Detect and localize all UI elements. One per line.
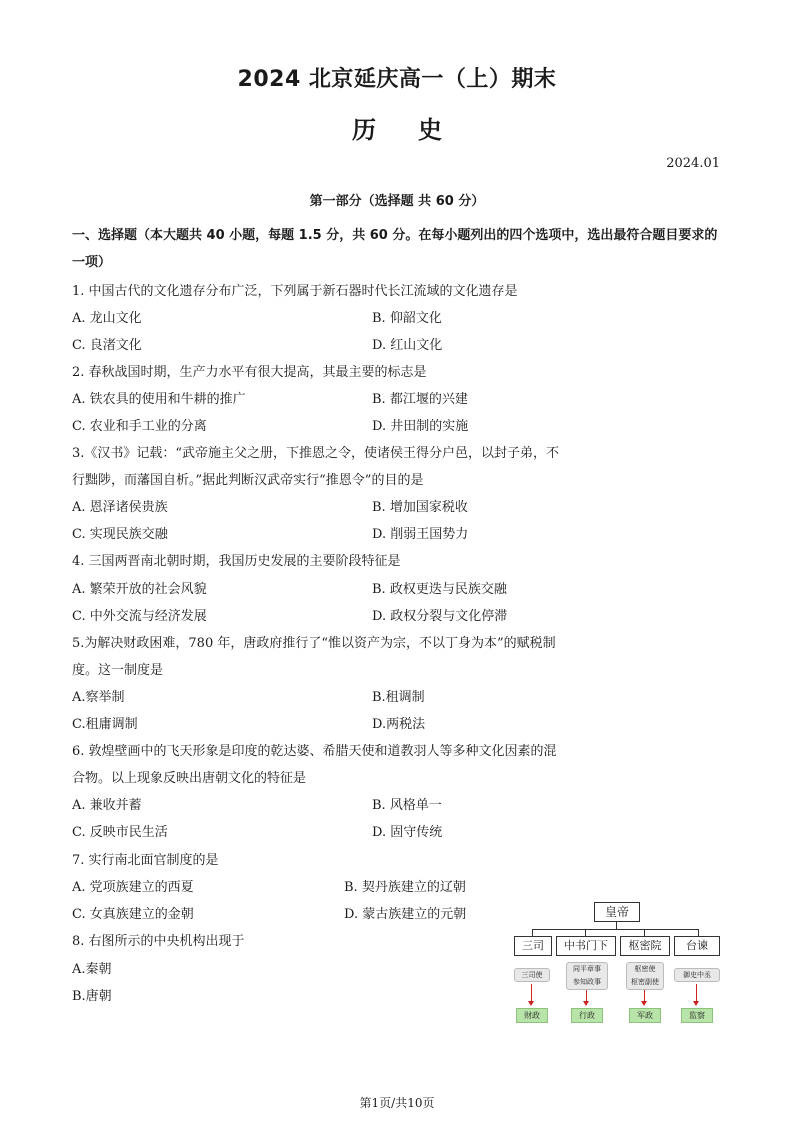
diagram-branch-taijian: 台谏: [674, 936, 720, 956]
diagram-branch-shumiyuan: 枢密院: [620, 936, 670, 956]
q2-option-b: B. 都江堰的兴建: [372, 392, 468, 407]
question-2-stem: 2. 春秋战国时期，生产力水平有很大提高，其最主要的标志是: [72, 365, 427, 380]
diagram-connector: [616, 922, 617, 929]
page-footer: 第1页/共10页: [359, 1096, 435, 1110]
diagram-arrow: [696, 984, 697, 1002]
central-government-diagram: [510, 902, 724, 1026]
q3-option-d: D. 削弱王国势力: [372, 527, 469, 542]
diagram-arrow: [531, 984, 532, 1002]
q1-option-d: D. 红山文化: [372, 338, 443, 353]
question-5-stem-line-2: 度。这一制度是: [72, 663, 164, 678]
q8-option-b: B.唐朝: [72, 989, 112, 1004]
question-5-stem-line-1: 5.为解决财政困难，780 年，唐政府推行了“惟以资产为宗，不以丁身为本”的赋税制: [72, 636, 556, 651]
q4-option-b: B. 政权更迭与民族交融: [372, 582, 507, 597]
question-3-stem-line-2: 行黜陟，而藩国自析。”据此判断汉武帝实行“推恩令”的目的是: [72, 473, 424, 488]
q6-option-a: A. 兼收并蓄: [72, 798, 142, 813]
question-3-stem-line-1: 3.《汉书》记载：“武帝施主父之册，下推恩之令，使诸侯王得分户邑，以封子弟，不: [72, 446, 560, 461]
diagram-officials-zhongshu: [566, 962, 608, 990]
question-4-stem: 4. 三国两晋南北朝时期，我国历史发展的主要阶段特征是: [72, 554, 401, 569]
q1-option-c: C. 良渚文化: [72, 338, 142, 353]
diagram-official-sansishi: 三司使: [514, 968, 550, 982]
q6-option-d: D. 固守传统: [372, 825, 443, 840]
q7-option-d: D. 蒙古族建立的元朝: [344, 907, 467, 922]
question-6-stem-line-1: 6. 敦煌壁画中的飞天形象是印度的乾达婆、希腊天使和道教羽人等多种文化因素的混: [72, 744, 557, 759]
q3-option-a: A. 恩泽诸侯贵族: [72, 500, 168, 515]
diagram-official-canzhizhengshi: 参知政事: [573, 978, 601, 986]
diagram-official-shumifushi: 枢密副使: [631, 978, 659, 986]
subject-char-1: 历: [352, 116, 376, 144]
question-6-stem-line-2: 合物。以上现象反映出唐朝文化的特征是: [72, 771, 307, 786]
part-heading: 第一部分（选择题 共 60 分）: [309, 194, 485, 209]
q8-option-a: A.秦朝: [72, 962, 112, 977]
exam-title: 2024 北京延庆高一（上）期末: [237, 67, 557, 92]
diagram-official-tongpingzhangshi: 同平章事: [573, 965, 601, 973]
diagram-branch-zhongshu: 中书门下: [556, 936, 616, 956]
q2-option-d: D. 井田制的实施: [372, 419, 469, 434]
diagram-emperor-box: 皇帝: [594, 902, 640, 922]
q2-option-a: A. 铁农具的使用和牛耕的推广: [72, 392, 246, 407]
q3-option-c: C. 实现民族交融: [72, 527, 168, 542]
q4-option-d: D. 政权分裂与文化停滞: [372, 609, 508, 624]
q4-option-a: A. 繁荣开放的社会风貌: [72, 582, 207, 597]
diagram-connector: [644, 929, 645, 936]
diagram-function-junzheng: 军政: [629, 1008, 661, 1023]
diagram-function-jiancha: 监察: [681, 1008, 713, 1023]
subject-char-2: 史: [418, 116, 442, 144]
diagram-arrow: [586, 990, 587, 1002]
diagram-connector: [698, 929, 699, 936]
q3-option-b: B. 增加国家税收: [372, 500, 468, 515]
diagram-officials-shumiyuan: [626, 962, 664, 990]
diagram-official-shumishi: 枢密使: [634, 965, 656, 973]
diagram-function-caizheng: 财政: [516, 1008, 548, 1023]
exam-date: 2024.01: [666, 156, 720, 171]
subject-title: [0, 110, 794, 145]
q7-option-a: A. 党项族建立的西夏: [72, 880, 194, 895]
diagram-arrow: [644, 990, 645, 1002]
diagram-official-yushizhongcheng: 御史中丞: [674, 968, 720, 982]
diagram-connector: [585, 929, 586, 936]
q5-option-c: C.租庸调制: [72, 717, 138, 732]
q2-option-c: C. 农业和手工业的分离: [72, 419, 207, 434]
q1-option-b: B. 仰韶文化: [372, 311, 442, 326]
q6-option-b: B. 风格单一: [372, 798, 442, 813]
diagram-connector: [532, 929, 698, 930]
diagram-branch-sansi: 三司: [514, 936, 552, 956]
q7-option-c: C. 女真族建立的金朝: [72, 907, 194, 922]
question-8-stem: 8. 右图所示的中央机构出现于: [72, 934, 245, 949]
q5-option-b: B.租调制: [372, 690, 425, 705]
diagram-connector: [532, 929, 533, 936]
q6-option-c: C. 反映市民生活: [72, 825, 168, 840]
q4-option-c: C. 中外交流与经济发展: [72, 609, 207, 624]
q5-option-d: D.两税法: [372, 717, 426, 732]
diagram-function-xingzheng: 行政: [571, 1008, 603, 1023]
section-instruction: 一、选择题（本大题共 40 小题，每题 1.5 分，共 60 分。在每小题列出的四个选项中，选出最符合题目要求的一项）: [72, 228, 718, 270]
q1-option-a: A. 龙山文化: [72, 311, 142, 326]
question-7-stem: 7. 实行南北面官制度的是: [72, 853, 219, 868]
question-1-stem: 1. 中国古代的文化遗存分布广泛，下列属于新石器时代长江流域的文化遗存是: [72, 284, 518, 299]
q5-option-a: A.察举制: [72, 690, 125, 705]
q7-option-b: B. 契丹族建立的辽朝: [344, 880, 466, 895]
